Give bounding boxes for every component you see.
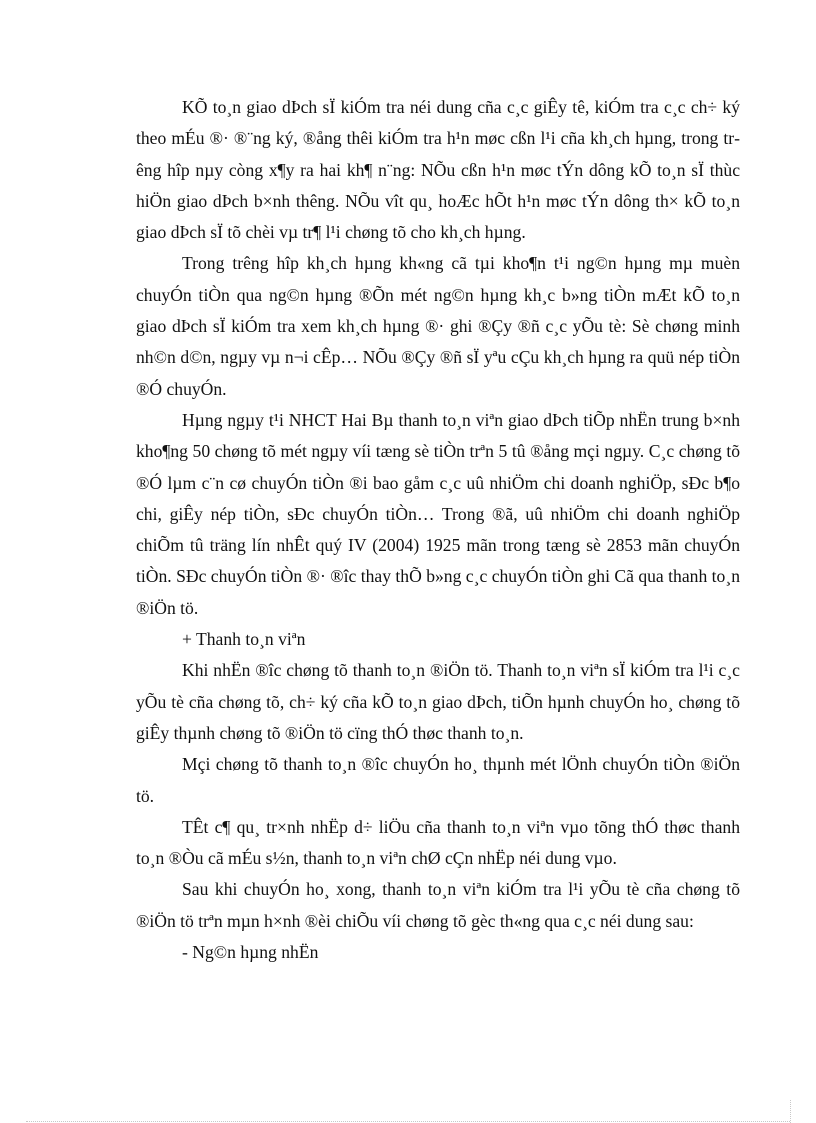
page-corner-border	[790, 1100, 791, 1123]
paragraph: TÊt c¶ qu¸ tr×nh nhËp d÷ liÖu cña thanh to¸n viªn vµo tõng thÓ thøc thanh to¸n ®Òu cã mÉu s½n, thanh to¸n viªn chØ cÇn nhËp néi dung vµo.	[136, 816, 740, 869]
paragraph: Trong trêng hîp kh¸ch hµng kh«ng cã tµi kho¶n t¹i ng©n hµng mµ muèn chuyÓn tiÒn qua ng©n hµng ®Õn mét ng©n hµng kh¸c b»ng tiÒn mÆt kÕ to¸n giao dÞch sÏ kiÓm tra xem kh¸ch hµng ®· ghi ®Çy ®ñ c¸c yÕu tè: Sè chøng minh nh©n d©n, ngµy vµ n¬i cÊp… NÕu ®Çy ®ñ sÏ yªu cÇu kh¸ch hµng ra quü nép tiÒn ®Ó chuyÓn.	[136, 253, 740, 399]
paragraph: Sau khi chuyÓn ho¸ xong, thanh to¸n viªn kiÓm tra l¹i yÕu tè cña chøng tõ ®iÖn tö trªn mµn h×nh ®èi chiÕu víi chøng tõ gèc th«ng qua c¸c néi dung sau:	[136, 879, 740, 931]
paragraph: Hµng ngµy t¹i NHCT Hai Bµ thanh to¸n viªn giao dÞch tiÕp nhËn trung b×nh kho¶ng 50 chøng tõ mét ngµy víi tæng sè tiÒn trªn 5 tû ®ång mçi ngµy. C¸c chøng tõ ®Ó lµm c¨n cø chuyÓn tiÒn ®i bao gåm c¸c uû nhiÖm chi doanh nghiÖp, sÐc b¶o chi, giÊy nép tiÒn, sÐc chuyÓn tiÒn… Trong ®ã, uû nhiÖm chi doanh nghiÖp chiÕm tû träng lín nhÊt quý IV (2004) 1925 mãn trong tæng sè 2853 mãn chuyÓn tiÒn. SÐc chuyÓn tiÒn ®· ®îc thay thÕ b»ng c¸c chuyÓn tiÒn ghi Cã qua thanh to¸n ®iÖn tö.	[136, 409, 740, 618]
paragraph: Khi nhËn ®îc chøng tõ thanh to¸n ®iÖn tö. Thanh to¸n viªn sÏ kiÓm tra l¹i c¸c yÕu tè cña chøng tõ, ch÷ ký cña kÕ to¸n giao dÞch, tiÕn hµnh chuyÓn ho¸ chøng tõ giÊy thµnh chøng tõ ®iÖn tö cïng thÓ thøc thanh to¸n.	[136, 660, 740, 743]
section-heading: + Thanh to¸n viªn	[182, 629, 306, 650]
page-bottom-border	[26, 1121, 790, 1122]
paragraph: Mçi chøng tõ thanh to¸n ®îc chuyÓn ho¸ thµnh mét lÖnh chuyÓn tiÒn ®iÖn tö.	[136, 754, 740, 806]
document-page	[136, 92, 740, 968]
paragraph: KÕ to¸n giao dÞch sÏ kiÓm tra néi dung cña c¸c giÊy tê, kiÓm tra c¸c ch÷ ký theo mÉu ®· ®¨ng ký, ®ång thêi kiÓm tra h¹n møc cßn l¹i cña kh¸ch hµng, trong trêng hîp nµy còng x¶y ra hai kh¶ n¨ng: NÕu cßn h¹n møc tÝn dông kÕ to¸n sÏ thùc hiÖn giao dÞch b×nh thêng. NÕu vît qu¸ hoÆc hÕt h¹n møc tÝn dông th× kÕ to¸n giao dÞch sÏ tõ chèi vµ tr¶ l¹i chøng tõ cho kh¸ch hµng.	[136, 97, 740, 243]
list-item: - Ng©n hµng nhËn	[182, 942, 319, 963]
